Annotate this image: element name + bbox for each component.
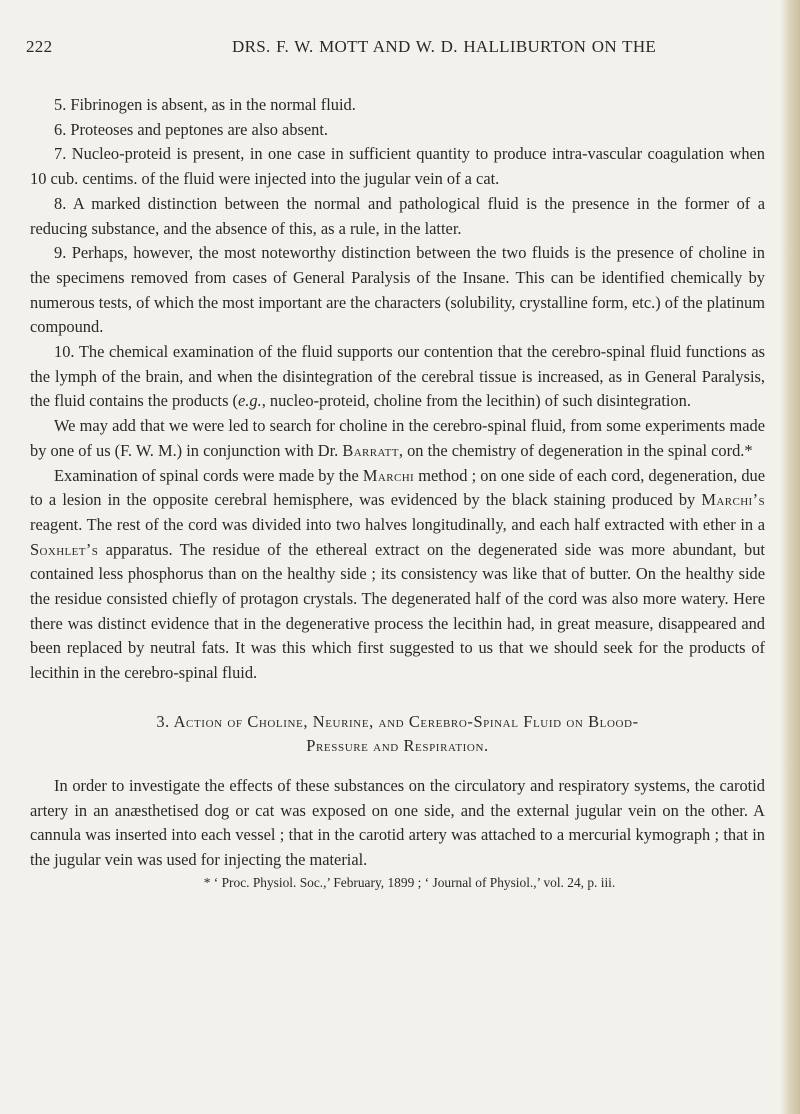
paragraph-9: 9. Perhaps, however, the most noteworthy distinction between the two fluids is the presence of choline in the specimens removed from cases of General Paralysis of the Insane. This can be identified chemically by numerous tests, of which the most important are the characters (solubility, crystalline form, etc.) of the platinum compound.	[30, 243, 765, 337]
section-heading	[30, 710, 765, 758]
paragraph-barratt-part-b: , on the chemistry of degeneration in the spinal cord.*	[398, 440, 753, 460]
section-heading-line-1: 3. Action of Choline, Neurine, and Cerebro-Spinal Fluid on Blood-	[156, 711, 639, 731]
footnote: * ‘ Proc. Physiol. Soc.,’ February, 1899 ; ‘ Journal of Physiol.,’ vol. 24, p. iii.	[203, 874, 616, 890]
paragraph-10-part-b: , nucleo-proteid, choline from the lecithin) of such disintegration.	[261, 391, 691, 411]
paragraph-marchi	[30, 464, 765, 686]
page-number: 222	[26, 37, 53, 56]
paragraph-barratt-part-a: We may add that we were led to search for choline in the cerebro-spinal fluid, from some experiments made by one of us (F. W. M.) in conjunction with Dr.	[30, 416, 765, 460]
author-name-barratt: Barratt	[342, 440, 399, 460]
paragraph-10	[30, 340, 765, 414]
eg-abbreviation: e.g.	[238, 391, 262, 411]
running-head: DRS. F. W. MOTT AND W. D. HALLIBURTON ON THE	[232, 37, 657, 56]
name-marchis: Marchi’s	[701, 490, 765, 510]
paragraph-marchi-part-c: reagent. The rest of the cord was divided into two halves longitudinally, and each half extracted with ether in a	[30, 514, 765, 534]
body-text	[30, 93, 765, 893]
paragraph-barratt	[30, 414, 765, 463]
paragraph-7: 7. Nucleo-proteid is present, in one case in sufficient quantity to produce intra-vascular coagulation when 10 cub. centims. of the fluid were injected into the jugular vein of a cat.	[30, 144, 765, 189]
paragraph-marchi-part-d: apparatus. The residue of the ethereal extract on the degenerated side was more abundant, but contained less phosphorus than on the healthy side ; its consistency was like that of butter. On the healthy side the residue consisted chiefly of protagon crystals. The degenerated half of the cord was also more watery. Here there was distinct evidence that in the degenerative process the lecithin had, in great measure, disappeared and been replaced by neutral fats. It was this which first suggested to us that we should seek for the products of lecithin in the cerebro-spinal fluid.	[30, 539, 765, 683]
page-header	[0, 37, 800, 67]
name-marchi: Marchi	[362, 465, 415, 485]
paragraph-6: 6. Proteoses and peptones are also absent.	[54, 119, 329, 139]
section-paragraph: In order to investigate the effects of these substances on the circulatory and respiratory systems, the carotid artery in an anæsthetised dog or cat was exposed on one side, and the external jugular vein on the other. A cannula was inserted into each vessel ; that in the carotid artery was attached to a mercurial kymograph ; that in the jugular vein was used for injecting the material.	[30, 775, 765, 869]
paragraph-10-part-a: 10. The chemical examination of the fluid supports our contention that the cerebro-spinal fluid functions as the lymph of the brain, and when the disintegration of the cerebral tissue is increased, as in General Paralysis, the fluid contains the products (	[30, 342, 765, 411]
paragraph-marchi-part-b: method ; on one side of each cord, degeneration, due to a lesion in the opposite cerebral hemisphere, was evidenced by the black staining produced by	[30, 465, 765, 510]
paragraph-5: 5. Fibrinogen is absent, as in the normal fluid.	[54, 95, 356, 114]
paragraph-marchi-part-a: Examination of spinal cords were made by the	[54, 465, 363, 485]
name-soxhlets: Soxhlet’s	[30, 539, 99, 559]
section-heading-line-2: Pressure and Respiration.	[306, 735, 489, 755]
paragraph-8: 8. A marked distinction between the normal and pathological fluid is the presence in the former of a reducing substance, and the absence of this, as a rule, in the latter.	[30, 193, 765, 238]
page-edge-shadow	[780, 0, 800, 1114]
